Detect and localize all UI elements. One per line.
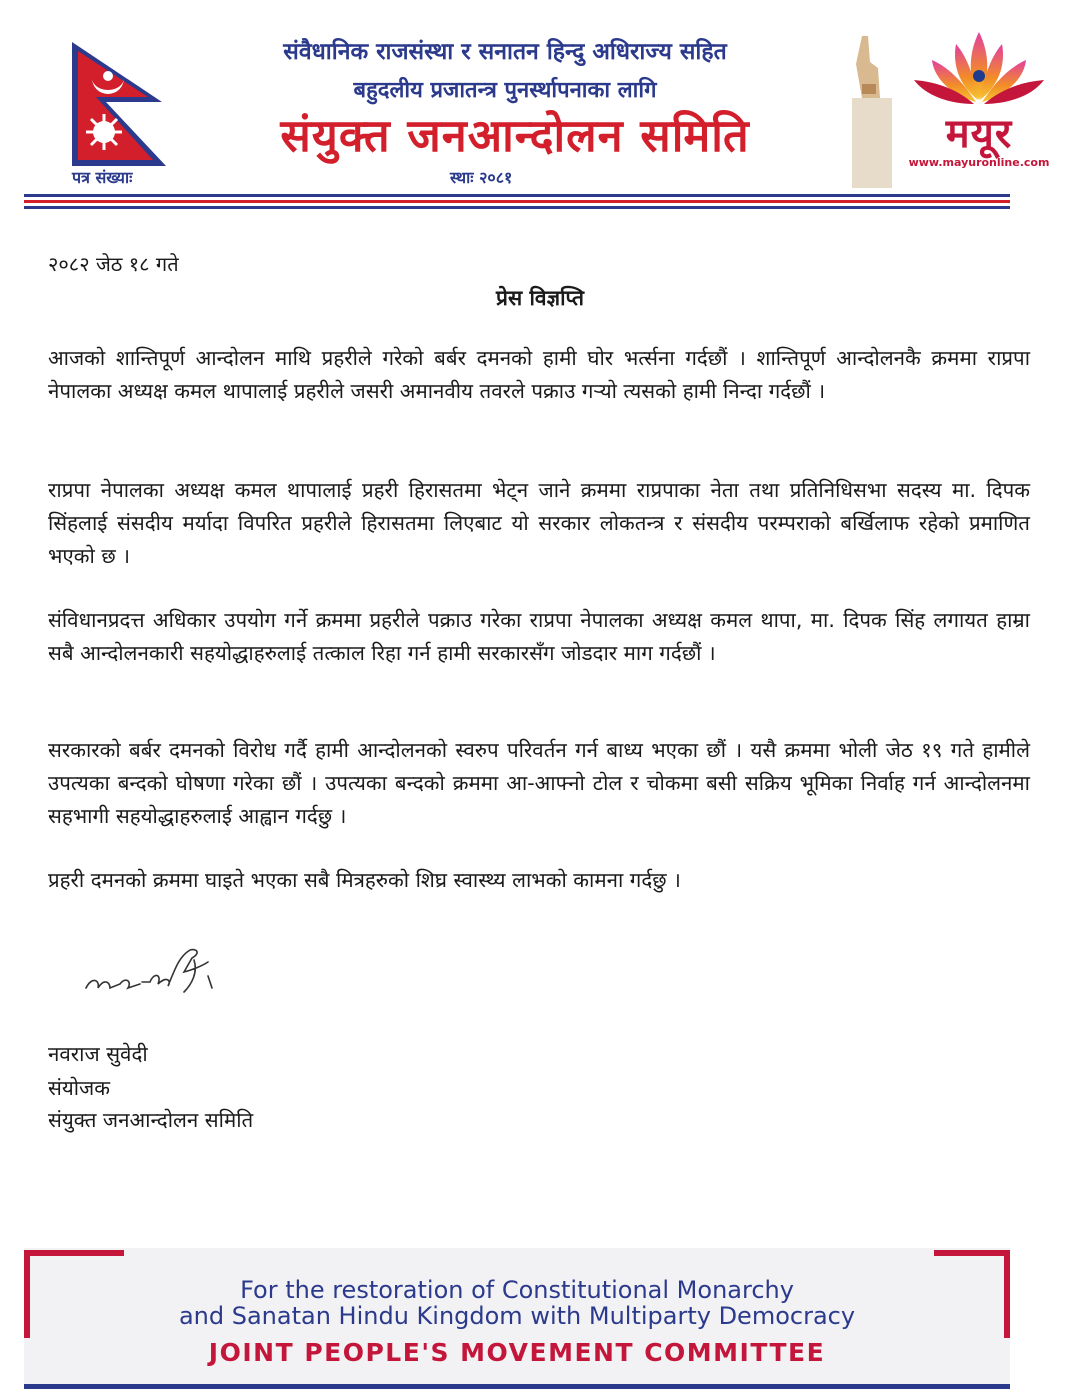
paragraph-5: प्रहरी दमनको क्रममा घाइते भएका सबै मित्रहरुको शिघ्र स्वास्थ्य लाभको कामना गर्दछु । (48, 868, 681, 892)
footer-line-1: For the restoration of Constitutional Monarchy (240, 1276, 794, 1304)
established-label: स्थाः २०८१ (450, 168, 513, 187)
peacock-lotus-icon (898, 26, 1060, 116)
header-rule-red (24, 200, 1010, 203)
header-rule-navy-2 (24, 206, 1010, 209)
press-release-title: प्रेस विज्ञप्ति (496, 286, 584, 310)
footer-line-2: and Sanatan Hindu Kingdom with Multiparty Democracy (178, 1302, 856, 1330)
header-line-2: बहुदलीय प्रजातन्त्र पुनर्स्थापनाका लागि (353, 78, 657, 103)
mayur-logo-text: मयूर (945, 111, 1013, 157)
letter-number-label: पत्र संख्याः (72, 168, 133, 187)
mayur-logo (898, 26, 1060, 184)
letter-date: २०८२ जेठ १८ गते (48, 252, 179, 276)
raised-hand-figure-icon (832, 28, 906, 188)
mayur-website-link[interactable]: www.mayuronline.com (908, 156, 1050, 169)
signatory-role: संयोजक (48, 1076, 111, 1100)
paragraph-2: राप्रपा नेपालका अध्यक्ष कमल थापालाई प्रहरी हिरासतमा भेट्न जाने क्रममा राप्रपाका नेता तथा प्रतिनिधिसभा सदस्य मा. दिपक सिंहलाई संसदीय मर्यादा विपरित प्रहरीले हिरासतमा लिएबाट यो सरकार लोकतन्त्र र संसदीय परम्पराको बर्खिलाफ रहेको प्रमाणित भएको छ । (48, 478, 1030, 568)
paragraph-4: सरकारको बर्बर दमनको विरोध गर्दै हामी आन्दोलनको स्वरुप परिवर्तन गर्न बाध्य भएका छौं । यसै क्रममा भोली जेठ १९ गते हामीले उपत्यका बन्दको घोषणा गरेका छौं । उपत्यका बन्दको क्रममा आ-आफ्नो टोल र चोकमा बसी सक्रिय भूमिका निर्वाह गर्न आन्दोलनमा सहभागी सहयोद्धाहरुलाई आह्वान गर्दछु । (48, 738, 1030, 828)
footer-bracket-left-top (24, 1250, 124, 1256)
header-title: संयुक्त जनआन्दोलन समिति (280, 109, 750, 162)
signatory-organization: संयुक्त जनआन्दोलन समिति (48, 1108, 254, 1132)
signatory-name: नवराज सुवेदी (48, 1042, 148, 1066)
header-line-1: संवैधानिक राजसंस्था र सनातन हिन्दु अधिराज्य सहित (283, 39, 727, 65)
footer-bracket-right-top (934, 1250, 1010, 1256)
handwritten-signature (80, 936, 230, 1006)
nepal-flag-icon (70, 40, 170, 168)
header-rule-navy (24, 194, 1010, 197)
footer-rule (24, 1384, 1010, 1389)
paragraph-1: आजको शान्तिपूर्ण आन्दोलन माथि प्रहरीले गरेको बर्बर दमनको हामी घोर भर्त्सना गर्दछौं । शान्तिपूर्ण आन्दोलनकै क्रममा राप्रपा नेपालका अध्यक्ष कमल थापालाई प्रहरीले जसरी अमानवीय तवरले पक्राउ गऱ्यो त्यसको हामी निन्दा गर्दछौं । (48, 346, 1030, 403)
paragraph-3: संविधानप्रदत्त अधिकार उपयोग गर्ने क्रममा प्रहरीले पक्राउ गरेका राप्रपा नेपालका अध्यक्ष कमल थापा, मा. दिपक सिंह लगायत हाम्रा सबै आन्दोलनकारी सहयोद्धाहरुलाई तत्काल रिहा गर्न हामी सरकारसँग जोडदार माग गर्दछौं । (48, 608, 1030, 665)
footer-committee-name: JOINT PEOPLE'S MOVEMENT COMMITTEE (208, 1338, 826, 1367)
